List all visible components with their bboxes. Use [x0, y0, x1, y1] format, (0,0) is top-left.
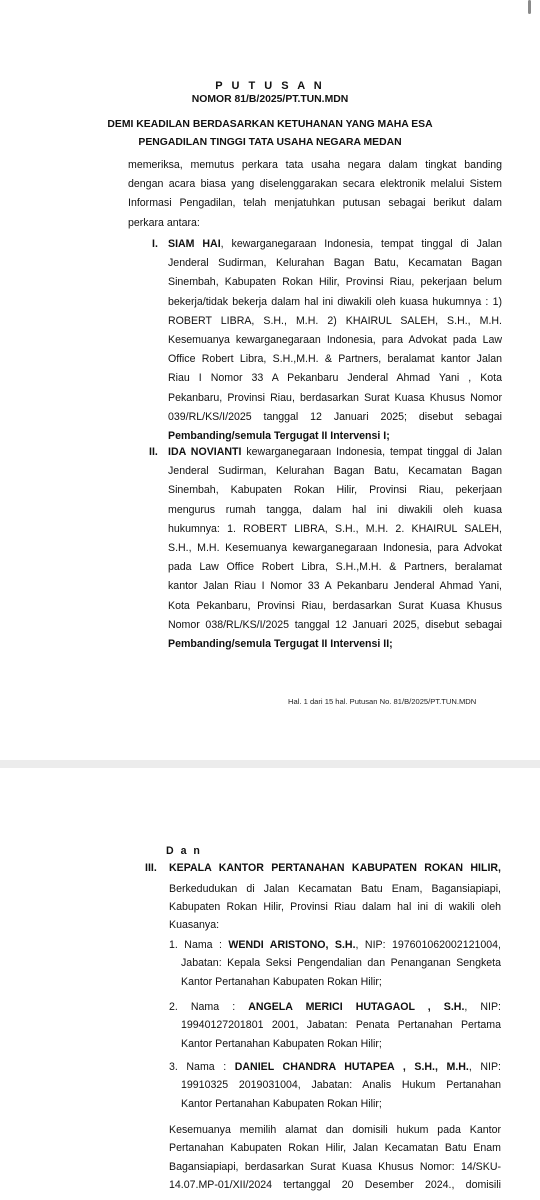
party-line: Kuasanya:: [169, 919, 220, 932]
party-line: hukumnya: 1. ROBERT LIBRA, S.H., M.H. 2. KHAIRUL SALEH,: [168, 522, 502, 535]
party-line: ROBERT LIBRA, S.H., M.H. 2) KHAIRUL SALEH, S.H., M.H.: [168, 314, 502, 327]
representative-line: Kantor Pertanahan Kabupaten Rokan Hilir;: [181, 1037, 382, 1050]
representative-name: WENDI ARISTONO, S.H.: [228, 939, 356, 951]
party-3-name: KEPALA KANTOR PERTANAHAN KABUPATEN ROKAN HILIR,: [169, 862, 501, 874]
representative-line: 2. Nama : ANGELA MERICI HUTAGAOL , S.H., NIP:: [169, 1001, 501, 1013]
court-heading: PENGADILAN TINGGI TATA USAHA NEGARA MEDAN: [138, 137, 402, 148]
party-line: Kabupaten Rokan Hilir, Provinsi Riau dalam hal ini di wakili oleh: [169, 901, 501, 914]
party-line: Jenderal Sudirman, Kelurahan Bagan Batu, Kecamatan Bagan: [168, 465, 502, 478]
party-line: Sinembah, Kabupaten Rokan Hilir, Provinsi Riau, pekerjaan belum: [168, 276, 502, 289]
party-line: SIAM HAI, kewarganegaraan Indonesia, tempat tinggal di Jalan: [168, 238, 502, 250]
party-2-role: Pembanding/semula Tergugat II Intervensi II;: [168, 637, 393, 650]
party-line: Office Robert Libra, S.H.,M.H. & Partners, beralamat kantor Jalan: [168, 353, 502, 366]
party-line: Kesemuanya kewarganegaraan Indonesia, para Advokat pada Law: [168, 333, 502, 346]
party-line: Kota Pekanbaru, Provinsi Riau, berdasarkan Surat Kuasa Khusus: [168, 599, 502, 612]
page-footer: Hal. 1 dari 15 hal. Putusan No. 81/B/2025/PT.TUN.MDN: [288, 697, 477, 706]
party-line: IDA NOVIANTI kewarganegaraan Indonesia, tempat tinggal di Jalan: [168, 446, 502, 458]
representative-line: 3. Nama : DANIEL CHANDRA HUTAPEA , S.H., M.H., NIP:: [169, 1061, 501, 1073]
party-line: Jenderal Sudirman, Kelurahan Bagan Batu, Kecamatan Bagan: [168, 257, 502, 270]
domicile-line: Bagansiapiapi, berdasarkan Surat Kuasa Khusus Nomor: 14/SKU-: [169, 1160, 501, 1173]
case-number: NOMOR 81/B/2025/PT.TUN.MDN: [191, 94, 349, 105]
party-line: Riau I Nomor 33 A Pekanbaru Jenderal Ahmad Yani , Kota: [168, 372, 502, 385]
party-1-name: SIAM HAI: [168, 238, 221, 250]
party-line: bekerja/tidak bekerja dalam hal ini diwakili oleh kuasa hukumnya : 1): [168, 295, 502, 308]
party-line: kantor Jalan Riau I Nomor 33 A Pekanbaru Jenderal Ahmad Yani,: [168, 580, 502, 593]
party-1-role: Pembanding/semula Tergugat II Intervensi I;: [168, 429, 390, 442]
intro-paragraph: [128, 156, 502, 233]
representative-line: Kantor Pertanahan Kabupaten Rokan Hilir;: [181, 1097, 382, 1110]
representative-1: [169, 936, 501, 991]
representative-line: Kantor Pertanahan Kabupaten Rokan Hilir;: [181, 975, 382, 988]
party-1-paragraph: [168, 235, 502, 446]
domicile-line: Pertanahan Kabupaten Rokan Hilir, Jalan Kecamatan Batu Enam: [169, 1142, 501, 1155]
representative-line: 19940127201801 2001, Jabatan: Penata Pertanahan Pertama: [181, 1019, 501, 1032]
party-line: Pekanbaru, Provinsi Riau, berdasarkan Surat Kuasa Khusus Nomor: [168, 391, 502, 404]
party-line: S.H., M.H. Kesemuanya kewarganegaraan Indonesia, para Advokat: [168, 541, 502, 554]
domicile-paragraph: [169, 1121, 501, 1195]
party-line: pada Law Office Robert Libra, S.H.,M.H. & Partners, beralamat: [168, 561, 502, 574]
party-2-name: IDA NOVIANTI: [168, 446, 242, 458]
party-line: Berkedudukan di Jalan Kecamatan Batu Enam, Bagansiapiapi,: [169, 883, 501, 895]
representative-3: [169, 1058, 501, 1113]
document-title: P U T U S A N: [215, 80, 325, 92]
representative-2: [169, 998, 501, 1053]
party-2-paragraph: [168, 443, 502, 654]
representative-line: 1. Nama : WENDI ARISTONO, S.H., NIP: 197601062002121004,: [169, 939, 501, 951]
document-page-2: [0, 768, 540, 1200]
intro-line: dengan acara biasa yang diselenggarakan secara elektronik melalui Sistem: [128, 178, 502, 191]
party-line: 039/RL/KS/I/2025 tanggal 12 Januari 2025; disebut sebagai: [168, 410, 502, 423]
party-3-paragraph: [169, 880, 501, 935]
party-numeral-2: II.: [149, 446, 158, 458]
intro-line: Informasi Pengadilan, telah menjatuhkan putusan sebagai berikut dalam: [128, 197, 502, 210]
party-numeral-1: I.: [152, 238, 158, 250]
invocation-heading: DEMI KEADILAN BERDASARKAN KETUHANAN YANG MAHA ESA: [107, 119, 433, 130]
representative-line: 19910325 2019031004, Jabatan: Analis Hukum Pertanahan: [181, 1079, 501, 1092]
party-line: Sinembah, Kabupaten Rokan Hilir, Provinsi Riau, pekerjaan: [168, 484, 502, 497]
domicile-line: 14.07.MP-01/XII/2024 tertanggal 20 Desember 2024., domisili: [169, 1179, 501, 1192]
party-numeral-3: III.: [145, 862, 157, 874]
representative-name: DANIEL CHANDRA HUTAPEA , S.H., M.H.: [234, 1061, 469, 1073]
representative-line: Jabatan: Kepala Seksi Pengendalian dan Penanganan Sengketa: [181, 957, 501, 970]
party-line: mengurus rumah tangga, dalam hal ini diwakili oleh kuasa: [168, 503, 502, 516]
representative-name: ANGELA MERICI HUTAGAOL , S.H.: [248, 1001, 465, 1013]
party-line: Nomor 038/RL/KS/I/2025 tanggal 12 Januari 2025, disebut sebagai: [168, 618, 502, 631]
conjunction-heading: D a n: [166, 845, 202, 857]
page-separator: [0, 760, 540, 768]
domicile-line: Kesemuanya memilih alamat dan domisili hukum pada Kantor: [169, 1124, 501, 1136]
intro-line: perkara antara:: [128, 216, 200, 229]
intro-line: memeriksa, memutus perkara tata usaha negara dalam tingkat banding: [128, 159, 502, 171]
